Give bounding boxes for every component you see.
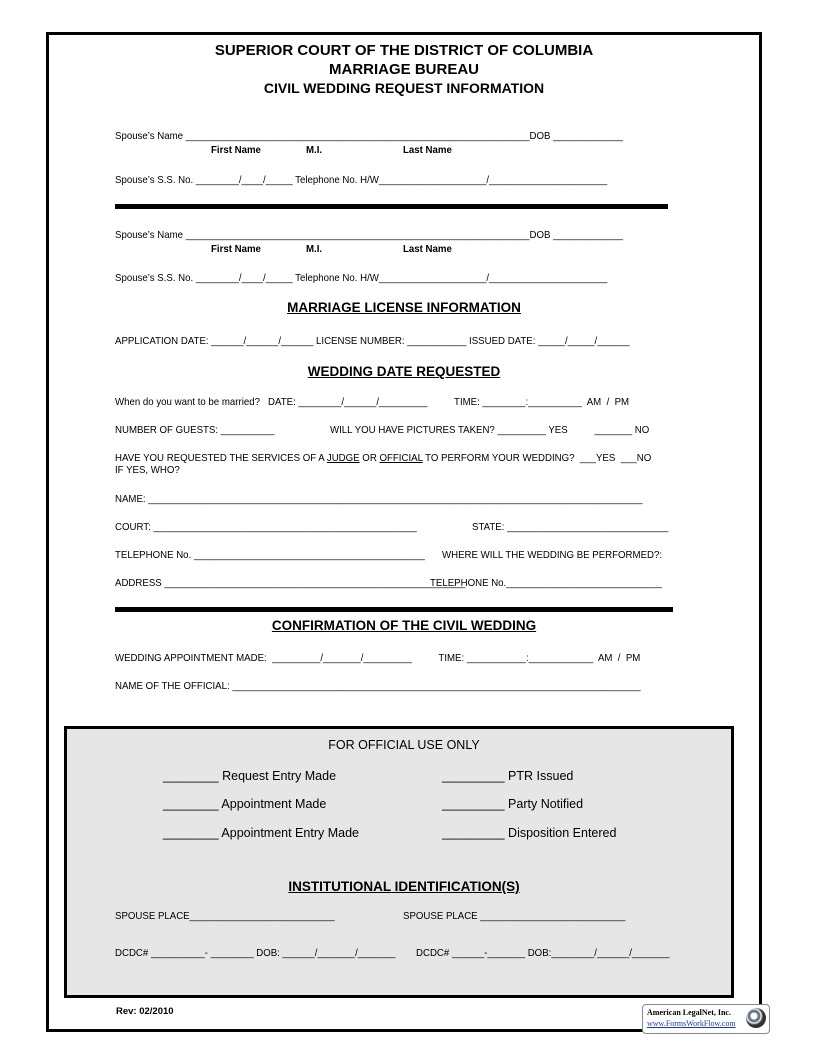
court-title: SUPERIOR COURT OF THE DISTRICT OF COLUMBIA (214, 42, 594, 59)
spouse1-mi-label: M.I. (306, 144, 323, 156)
party-notified-field[interactable]: _________ Party Notified (442, 797, 584, 811)
appointment-made-field[interactable]: ________ Appointment Made (163, 797, 327, 811)
spouse1-ss-phone-field[interactable]: Spouse’s S.S. No. ________/____/_____ Telephone No. H/W____________________/______________________ (115, 174, 608, 186)
address-field[interactable]: ADDRESS ________________________________________________________ (115, 577, 466, 589)
institutional-id-title: INSTITUTIONAL IDENTIFICATION(S) (288, 879, 520, 894)
request-entry-field[interactable]: ________ Request Entry Made (163, 769, 337, 783)
publisher-url[interactable]: www.FormsWorkFlow.com (647, 1019, 736, 1028)
if-yes-who-label: IF YES, WHO? (115, 464, 180, 476)
dcdc-1-field[interactable]: DCDC# __________- ________ DOB: ______/_______/_______ (115, 947, 396, 959)
pictures-field[interactable]: WILL YOU HAVE PICTURES TAKEN? _________ YES _______ NO (330, 424, 650, 436)
telephone-field[interactable]: TELEPHONE No. ___________________________________________ (115, 549, 425, 561)
spouse2-ss-phone-field[interactable]: Spouse’s S.S. No. ________/____/_____ Telephone No. H/W____________________/______________________ (115, 272, 608, 284)
publisher-logo (642, 1004, 770, 1034)
spouse1-first-name-label: First Name (211, 144, 261, 156)
logo-emblem-icon (746, 1008, 766, 1028)
license-info-field[interactable]: APPLICATION DATE: ______/______/______ LICENSE NUMBER: ___________ ISSUED DATE: _____/_____/______ (115, 335, 630, 347)
appointment-entry-field[interactable]: ________ Appointment Entry Made (163, 826, 359, 840)
telephone2-field[interactable]: TELEPHONE No._____________________________ (430, 577, 663, 589)
spouse2-last-name-label: Last Name (403, 243, 452, 255)
plus-divider-2 (115, 606, 673, 614)
bureau-title: MARRIAGE BUREAU (329, 61, 479, 78)
disposition-entered-field[interactable]: _________ Disposition Entered (442, 826, 617, 840)
confirmation-section-title: CONFIRMATION OF THE CIVIL WEDDING (271, 618, 537, 633)
wedding-section-title: WEDDING DATE REQUESTED (307, 364, 501, 379)
spouse-place-1-field[interactable]: SPOUSE PLACE___________________________ (115, 910, 335, 922)
spouse2-first-name-label: First Name (211, 243, 261, 255)
guests-field[interactable]: NUMBER OF GUESTS: __________ (115, 424, 275, 436)
spouse2-name-field[interactable]: Spouse’s Name ________________________________________________________________DOB _____________ (115, 229, 623, 241)
wedding-location-label: WHERE WILL THE WEDDING BE PERFORMED?: (442, 549, 663, 561)
spouse1-name-field[interactable]: Spouse’s Name ________________________________________________________________DOB _____________ (115, 130, 623, 142)
ptr-issued-field[interactable]: _________ PTR Issued (442, 769, 574, 783)
plus-divider (115, 203, 668, 211)
form-title: CIVIL WEDDING REQUEST INFORMATION (263, 80, 545, 96)
revision-label: Rev: 02/2010 (116, 1006, 174, 1017)
services-question[interactable]: HAVE YOU REQUESTED THE SERVICES OF A JUDGE OR OFFICIAL TO PERFORM YOUR WEDDING? ___YES ___NO (115, 452, 652, 464)
wedding-date-time-field[interactable]: When do you want to be married? DATE: ________/______/_________ TIME: ________:__________ AM / PM (115, 396, 630, 408)
publisher-name: American LegalNet, Inc. (647, 1008, 731, 1017)
dcdc-2-field[interactable]: DCDC# ______-_______ DOB:________/______/_______ (416, 947, 670, 959)
official-name-of-field[interactable]: NAME OF THE OFFICIAL: ____________________________________________________________________________ (115, 680, 641, 692)
appointment-field[interactable]: WEDDING APPOINTMENT MADE: _________/_______/_________ TIME: ___________:____________ AM / PM (115, 652, 641, 664)
official-use-title: FOR OFFICIAL USE ONLY (328, 738, 480, 752)
official-name-field[interactable]: NAME: ____________________________________________________________________________________________ (115, 493, 643, 505)
license-section-title: MARRIAGE LICENSE INFORMATION (287, 300, 521, 315)
court-field[interactable]: COURT: _________________________________________________ (115, 521, 417, 533)
spouse1-last-name-label: Last Name (403, 144, 452, 156)
state-field[interactable]: STATE: ______________________________ (472, 521, 669, 533)
spouse2-mi-label: M.I. (306, 243, 323, 255)
spouse-place-2-field[interactable]: SPOUSE PLACE ___________________________ (403, 910, 626, 922)
